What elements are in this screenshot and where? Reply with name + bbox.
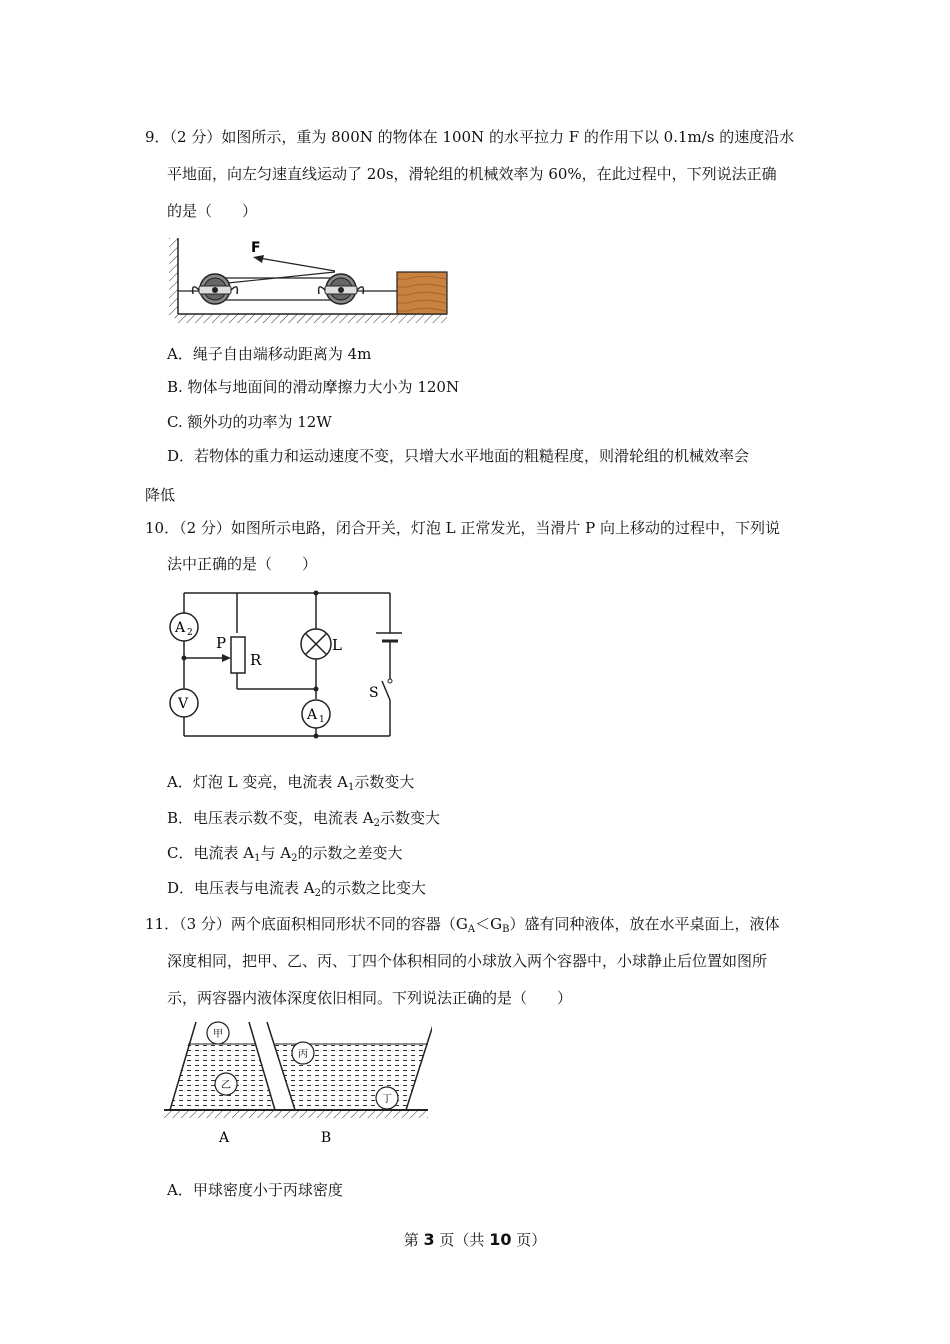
q9-option-a: A．绳子自由端移动距离为 4m [167, 345, 372, 363]
q11-option-a: A．甲球密度小于丙球密度 [167, 1181, 343, 1199]
page-number: 3 [423, 1230, 435, 1249]
subscript: 2 [291, 853, 298, 864]
q10-option-c-text-mid: 与 A [260, 844, 292, 862]
container-a-label: A [218, 1130, 230, 1146]
pulley-figure [165, 234, 455, 326]
ammeter-a1-label: A [307, 707, 318, 723]
lamp-symbol [301, 629, 331, 659]
q9-stem-line-2: 平地面，向左匀速直线运动了 20s，滑轮组的机械效率为 60%，在此过程中，下列说法正确 [167, 165, 777, 183]
q11-stem-line-3: 示，两容器内液体深度依旧相同。下列说法正确的是（ ） [167, 989, 573, 1007]
footer-text-mid: 页（共 [434, 1231, 490, 1249]
ammeter-a1-subscript: 1 [319, 715, 325, 725]
rheostat [231, 637, 245, 673]
q9-stem-line-1: 9．（2 分）如图所示，重为 800N 的物体在 100N 的水平拉力 F 的作用下以 0.1m/s 的速度沿水 [145, 128, 795, 146]
q10-option-a-text: A．灯泡 L 变亮，电流表 A [167, 773, 348, 791]
q11-stem-line-2: 深度相同，把甲、乙、丙、丁四个体积相同的小球放入两个容器中，小球静止后位置如图所 [167, 952, 768, 970]
ammeter-a2-subscript: 2 [187, 628, 193, 638]
slider-label: P [216, 634, 227, 652]
ground-hatch [175, 314, 447, 323]
subscript: 2 [314, 888, 322, 899]
q10-option-d [167, 878, 426, 898]
q10-option-b [167, 808, 440, 828]
voltmeter-label: V [178, 696, 189, 712]
switch-lever [382, 681, 390, 700]
footer-text-end: 页） [511, 1231, 547, 1249]
q10-option-b-text: B．电压表示数不变，电流表 A [167, 809, 374, 827]
q10-stem-line-2: 法中正确的是（ ） [167, 555, 318, 573]
subscript: 1 [347, 782, 355, 793]
q11-stem-text-end: ）盛有同种液体，放在水平桌面上，液体 [509, 915, 780, 933]
circuit-figure [162, 585, 402, 745]
ball-ding-label: 丁 [382, 1094, 392, 1105]
q10-option-c-text: C．电流表 A [167, 844, 255, 862]
lamp-label: L [332, 636, 342, 654]
q9-stem-line-3: 的是（ ） [167, 202, 258, 220]
container-b-label: B [320, 1130, 332, 1146]
switch-label: S [369, 685, 379, 701]
subscript: 1 [254, 853, 261, 864]
footer-text: 第 [403, 1231, 424, 1249]
q10-option-d-text-end: 的示数之比变大 [321, 879, 427, 897]
rheostat-label: R [250, 651, 262, 669]
subscript: 2 [373, 818, 380, 829]
force-label: F [251, 240, 261, 256]
q10-option-a-text-end: 示数变大 [354, 773, 415, 791]
q10-option-b-text-end: 示数变大 [380, 809, 441, 827]
page-footer [0, 1229, 950, 1250]
wall-hatch [169, 238, 178, 318]
subscript: A [467, 924, 476, 935]
q10-option-c [167, 843, 402, 863]
q9-option-d-continued: 降低 [145, 486, 176, 504]
q9-option-c: C. 额外功的功率为 12W [167, 413, 332, 431]
q9-option-b: B. 物体与地面间的滑动摩擦力大小为 120N [167, 378, 460, 396]
ball-bing-label: 丙 [298, 1049, 308, 1060]
total-pages: 10 [489, 1230, 512, 1249]
table-hatch [164, 1111, 428, 1118]
q9-option-d: D．若物体的重力和运动速度不变，只增大水平地面的粗糙程度，则滑轮组的机械效率会 [167, 447, 750, 465]
q10-option-a [167, 772, 414, 792]
subscript: B [502, 924, 510, 935]
q10-option-c-text-end: 的示数之差变大 [297, 844, 403, 862]
wooden-block [397, 272, 447, 314]
q11-stem-text: 11．（3 分）两个底面积相同形状不同的容器（G [145, 915, 468, 933]
q10-stem-line-1: 10．（2 分）如图所示电路，闭合开关，灯泡 L 正常发光，当滑片 P 向上移动的过程中，下列说 [145, 519, 781, 537]
q11-stem-line-1 [145, 914, 779, 934]
q11-stem-text-mid: ＜G [475, 915, 503, 933]
q10-option-d-text: D．电压表与电流表 A [167, 879, 315, 897]
force-arrow [259, 258, 335, 271]
ball-jia-label: 甲 [213, 1029, 223, 1040]
containers-figure [162, 1018, 432, 1150]
ball-yi-label: 乙 [221, 1080, 231, 1091]
ammeter-a2-label: A [175, 620, 186, 636]
